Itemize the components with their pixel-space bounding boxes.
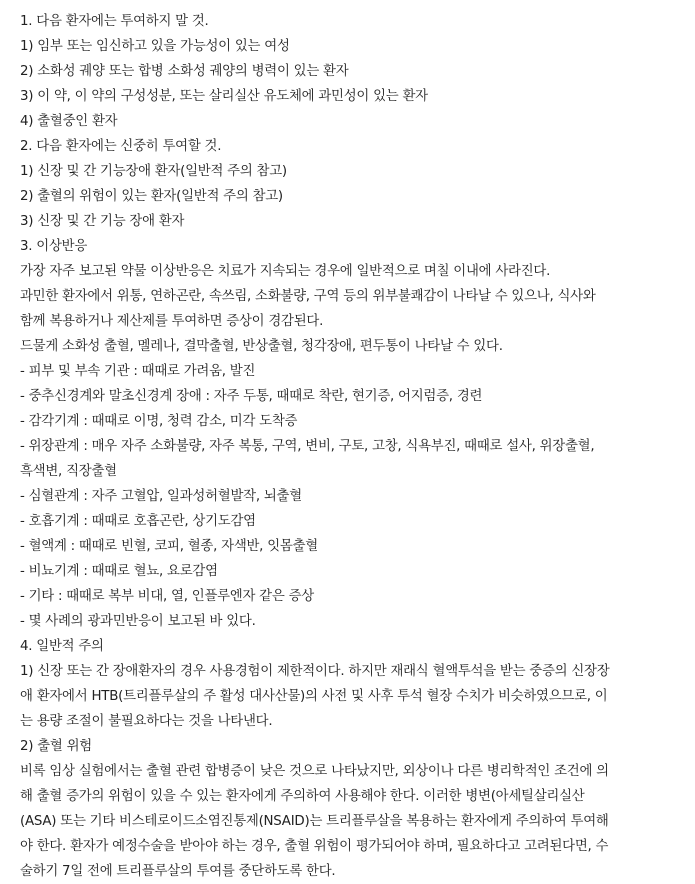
paragraph-line: 1) 신장 또는 간 장애환자의 경우 사용경험이 제한적이다. 하지만 재래식 혈액투석을 받는 중증의 신장장 bbox=[20, 664, 610, 679]
paragraph-line: 애 환자에서 HTB(트리플루살의 주 활성 대사산물)의 사전 및 사후 투석 혈장 수치가 비슷하였으므로, 이 bbox=[20, 689, 608, 704]
section-heading: 3. 이상반응 bbox=[20, 239, 88, 254]
list-item: - 감각기계 : 때때로 이명, 청력 감소, 미각 도착증 bbox=[20, 414, 298, 429]
list-item: - 위장관계 : 매우 자주 소화불량, 자주 복통, 구역, 변비, 구토, 고창, 식욕부진, 때때로 설사, 위장출혈, bbox=[20, 439, 595, 454]
paragraph-line: (ASA) 또는 기타 비스테로이드소염진통제(NSAID)는 트리플루살을 복용하는 환자에게 주의하여 투여해 bbox=[20, 814, 609, 829]
list-item: 2) 출혈의 위험이 있는 환자(일반적 주의 참고) bbox=[20, 189, 283, 204]
list-item: - 몇 사례의 광과민반응이 보고된 바 있다. bbox=[20, 614, 256, 629]
list-item: 1) 임부 또는 임신하고 있을 가능성이 있는 여성 bbox=[20, 39, 290, 54]
paragraph-line: 과민한 환자에서 위통, 연하곤란, 속쓰림, 소화불량, 구역 등의 위부불쾌감이 나타날 수 있으나, 식사와 bbox=[20, 289, 596, 304]
list-item: 3) 이 약, 이 약의 구성성분, 또는 살리실산 유도체에 과민성이 있는 환자 bbox=[20, 89, 428, 104]
section-heading: 2. 다음 환자에는 신중히 투여할 것. bbox=[20, 139, 222, 154]
paragraph-line: 야 한다. 환자가 예정수술을 받아야 하는 경우, 출혈 위험이 평가되어야 하며, 필요하다고 고려된다면, 수 bbox=[20, 839, 609, 854]
paragraph-line: 술하기 7일 전에 트리플루살의 투여를 중단하도록 한다. bbox=[20, 864, 336, 879]
list-item: - 중추신경계와 말초신경계 장애 : 자주 두통, 때때로 착란, 현기증, 어지럼증, 경련 bbox=[20, 389, 483, 404]
list-item: - 피부 및 부속 기관 : 때때로 가려움, 발진 bbox=[20, 364, 256, 379]
paragraph-line: 가장 자주 보고된 약물 이상반응은 치료가 지속되는 경우에 일반적으로 며칠 이내에 사라진다. bbox=[20, 264, 551, 279]
list-item: - 호흡기계 : 때때로 호흡곤란, 상기도감염 bbox=[20, 514, 256, 529]
list-item: 3) 신장 및 간 기능 장애 환자 bbox=[20, 214, 185, 229]
list-item: 흑색변, 직장출혈 bbox=[20, 464, 117, 479]
paragraph-line: 비록 임상 실험에서는 출혈 관련 합병증이 낮은 것으로 나타났지만, 외상이나 다른 병리학적인 조건에 의 bbox=[20, 764, 609, 779]
list-item: - 혈액계 : 때때로 빈혈, 코피, 혈종, 자색반, 잇몸출혈 bbox=[20, 539, 318, 554]
list-item: - 기타 : 때때로 복부 비대, 열, 인플루엔자 같은 증상 bbox=[20, 589, 314, 604]
list-item: - 심혈관계 : 자주 고혈압, 일과성허혈발작, 뇌출혈 bbox=[20, 489, 302, 504]
subsection-heading: 2) 출혈 위험 bbox=[20, 739, 92, 754]
paragraph-line: 함께 복용하거나 제산제를 투여하면 증상이 경감된다. bbox=[20, 314, 324, 329]
paragraph-line: 드물게 소화성 출혈, 멜레나, 결막출혈, 반상출혈, 청각장애, 편두통이 나타날 수 있다. bbox=[20, 339, 503, 354]
paragraph-line: 해 출혈 증가의 위험이 있을 수 있는 환자에게 주의하여 사용해야 한다. 이러한 병변(아세틸살리실산 bbox=[20, 789, 585, 804]
section-heading: 4. 일반적 주의 bbox=[20, 639, 104, 654]
section-heading: 1. 다음 환자에는 투여하지 말 것. bbox=[20, 14, 209, 29]
list-item: - 비뇨기계 : 때때로 혈뇨, 요로감염 bbox=[20, 564, 218, 579]
list-item: 2) 소화성 궤양 또는 합병 소화성 궤양의 병력이 있는 환자 bbox=[20, 64, 349, 79]
list-item: 1) 신장 및 간 기능장애 환자(일반적 주의 참고) bbox=[20, 164, 287, 179]
list-item: 4) 출혈중인 환자 bbox=[20, 114, 118, 129]
document-body bbox=[20, 9, 688, 884]
paragraph-line: 는 용량 조절이 불필요하다는 것을 나타낸다. bbox=[20, 714, 273, 729]
